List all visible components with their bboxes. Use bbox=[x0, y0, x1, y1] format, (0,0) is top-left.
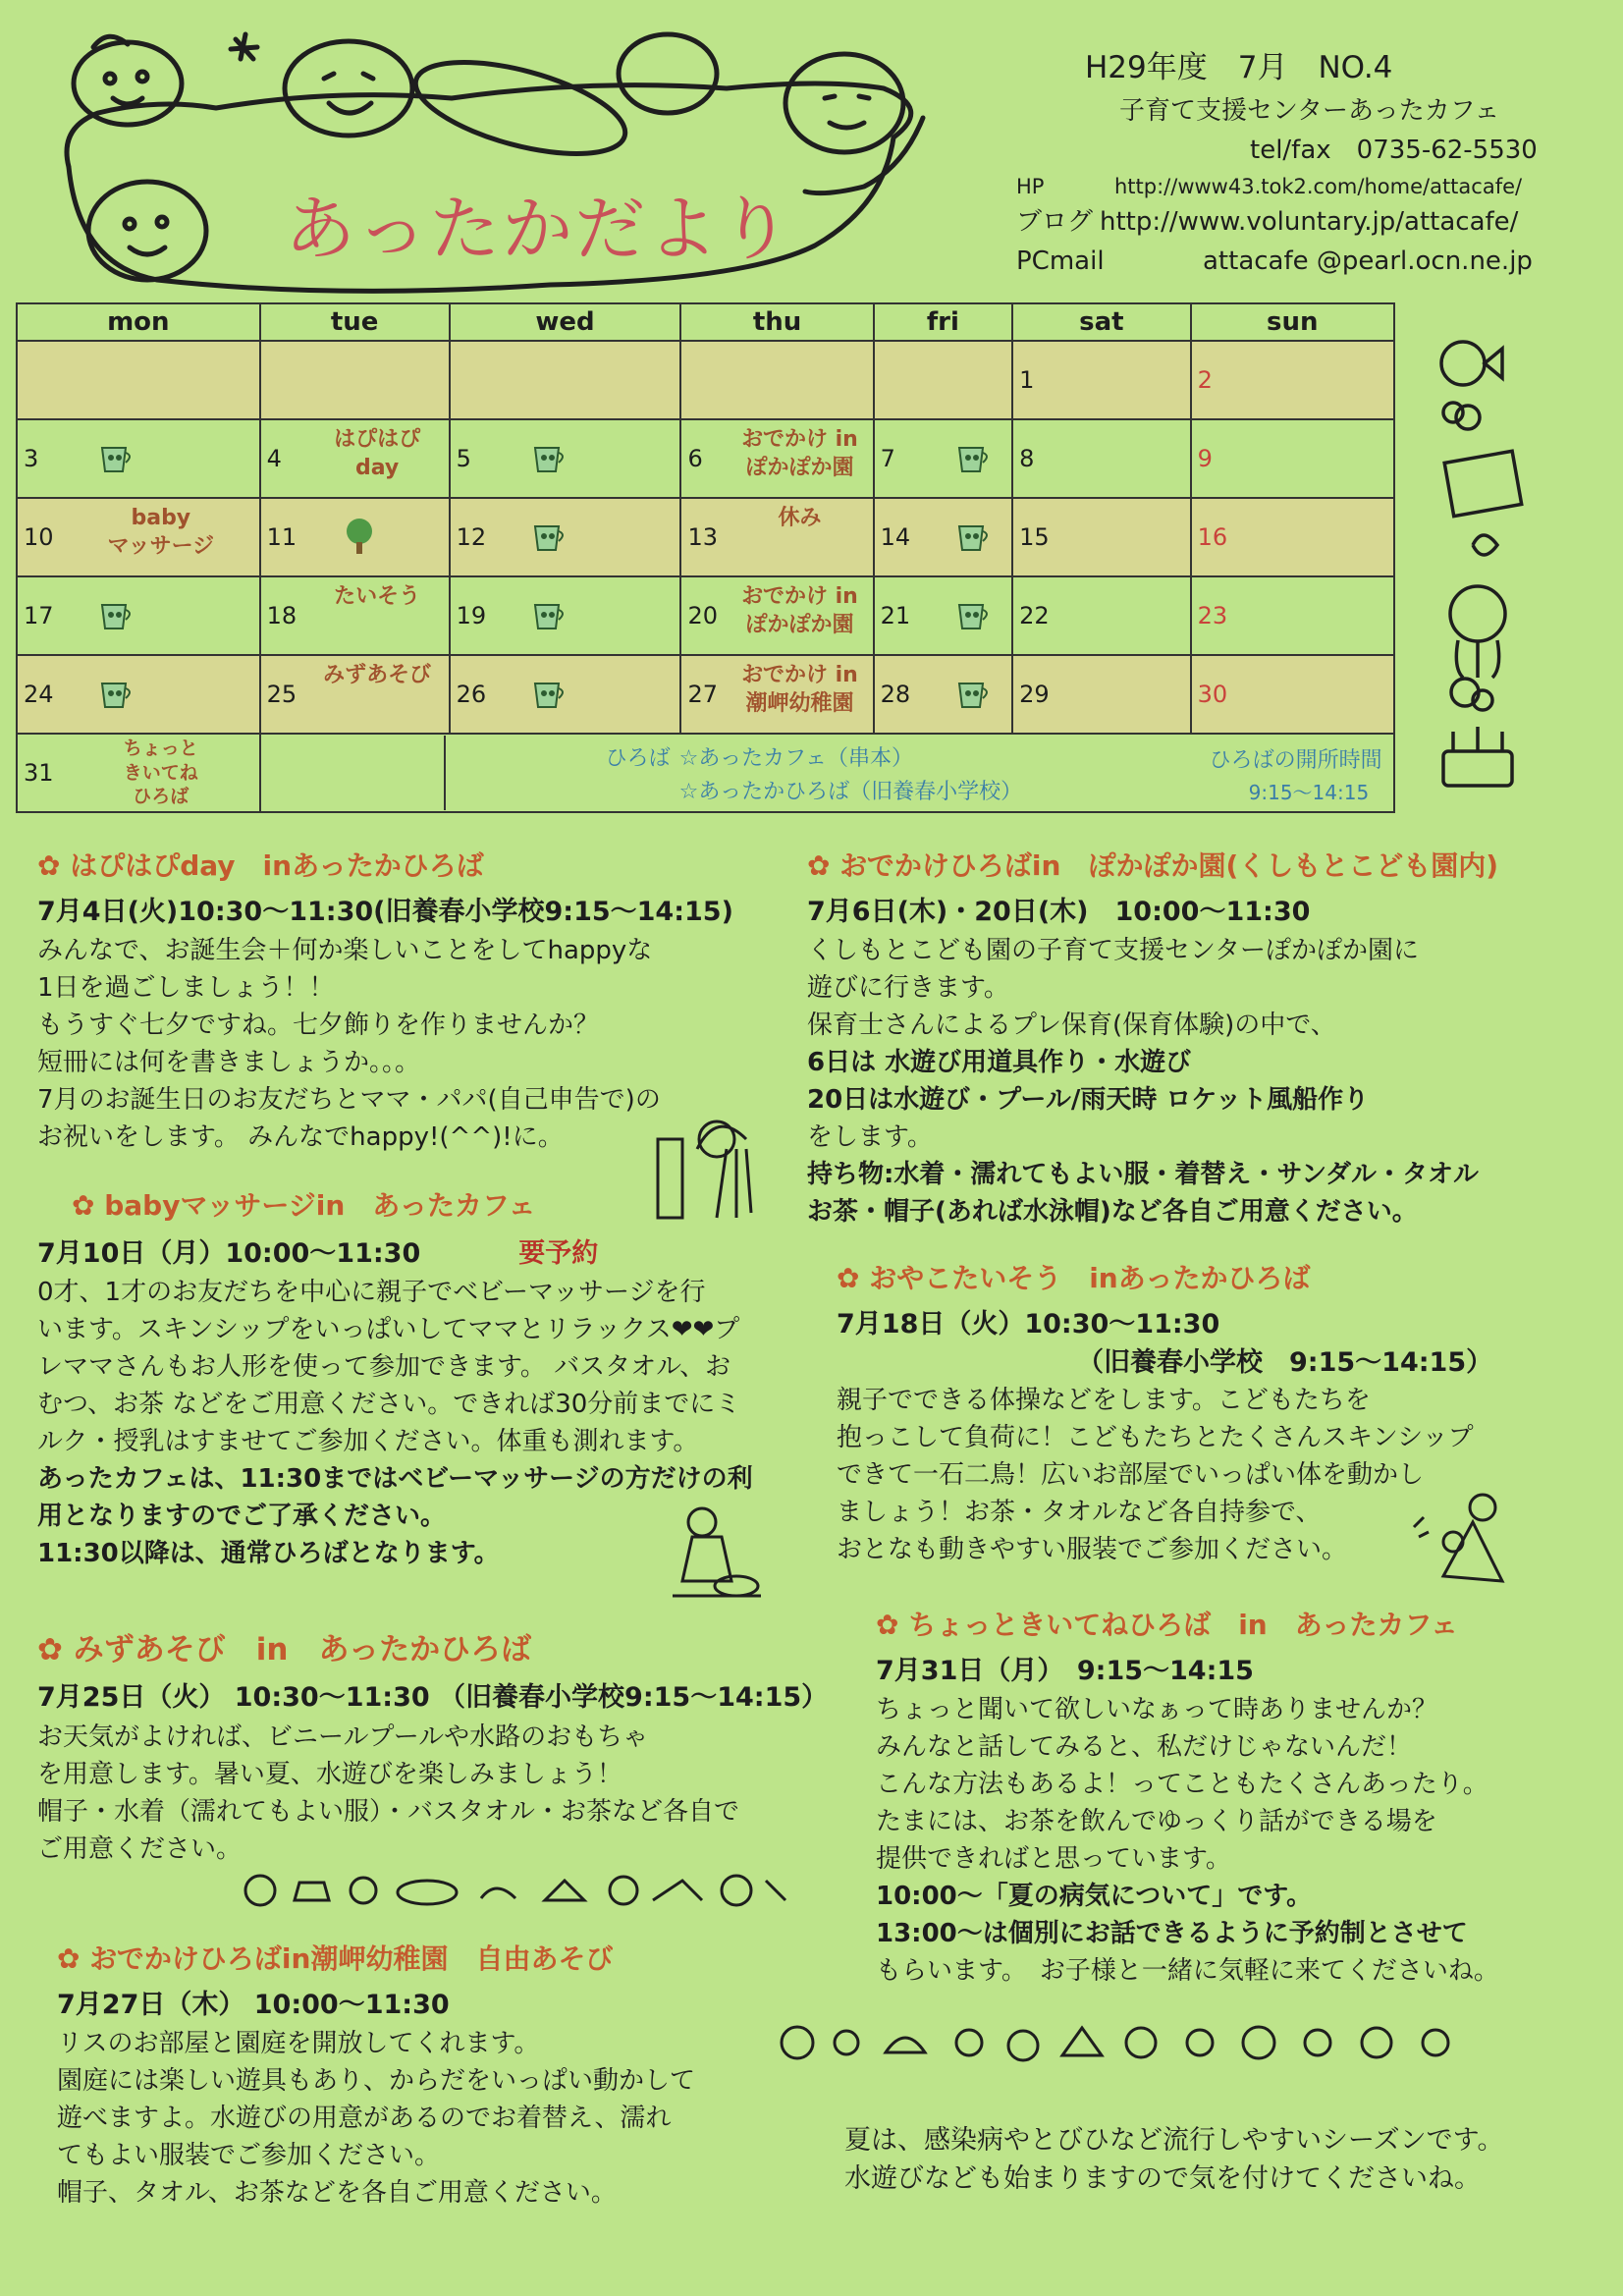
day-number: 27 bbox=[687, 681, 718, 708]
body-line: たまには、お茶を飲んでゆっくり話ができる場を bbox=[876, 1807, 1437, 1837]
body-line: 持ち物:水着・濡れてもよい服・着替え・サンダル・タオル bbox=[807, 1160, 1480, 1189]
body-line: 6日は 水遊び用道具作り・水遊び bbox=[807, 1048, 1192, 1078]
cafe-mug-icon bbox=[96, 674, 135, 713]
body-line: います。スキンシップをいっぱいしてママとリラックス❤❤プ bbox=[37, 1315, 740, 1345]
date-baby-massage-text: 7月10日（月）10:00〜11:30 bbox=[37, 1237, 421, 1269]
article-shiomisaki bbox=[57, 1940, 784, 2213]
calendar-day-cell[interactable] bbox=[1012, 341, 1191, 419]
event-label: たいそう bbox=[334, 584, 421, 609]
calendar-day-cell[interactable] bbox=[17, 655, 260, 734]
calendar-header-row bbox=[17, 303, 1394, 341]
body-line: を用意します。暑い夏、水遊びを楽しみましょう！ bbox=[37, 1759, 622, 1789]
calendar-day-cell[interactable] bbox=[17, 576, 260, 655]
calendar-day-cell[interactable] bbox=[680, 498, 873, 576]
body-line: をします。 bbox=[807, 1122, 933, 1153]
cafe-mug-icon bbox=[953, 595, 993, 634]
day-number: 22 bbox=[1019, 602, 1050, 629]
body-water-play bbox=[37, 1720, 872, 1869]
day-number: 4 bbox=[266, 445, 282, 472]
calendar-day-cell[interactable] bbox=[1191, 655, 1394, 734]
parent-child-illustration bbox=[1404, 1488, 1522, 1596]
day-number: 15 bbox=[1019, 523, 1050, 551]
day-number: 12 bbox=[456, 523, 487, 551]
weekday-fri: fri bbox=[874, 303, 1012, 341]
blog-link[interactable]: http://www.voluntary.jp/attacafe/ bbox=[1100, 207, 1519, 238]
calendar-day-cell[interactable] bbox=[450, 498, 681, 576]
legend-attacafe: ☆あったカフェ（串本） bbox=[678, 746, 914, 771]
body-line: 10:00〜「夏の病気について」です。 bbox=[876, 1882, 1313, 1912]
body-line: ましょう！お茶・タオルなど各自持参で、 bbox=[837, 1497, 1322, 1527]
event-label: みずあそび bbox=[323, 663, 432, 687]
weekday-sat: sat bbox=[1012, 303, 1191, 341]
calendar-day-cell[interactable] bbox=[1012, 419, 1191, 498]
day-number: 31 bbox=[24, 759, 54, 787]
body-line: 親子でできる体操などをします。こどもたちを bbox=[837, 1385, 1371, 1415]
day-number: 16 bbox=[1197, 523, 1228, 551]
event-label: baby マッサージ bbox=[107, 506, 215, 559]
cafe-mug-icon bbox=[96, 438, 135, 477]
body-line: レママさんもお人形を使って参加できます。 バスタオル、お bbox=[37, 1352, 731, 1383]
calendar-day-cell[interactable] bbox=[874, 655, 1012, 734]
body-line: 遊びに行きます。 bbox=[807, 973, 1009, 1004]
blog-label: ブログ bbox=[1016, 207, 1094, 238]
flower-icons-strip bbox=[768, 2018, 1475, 2067]
body-line: くしもとこども園の子育て支援センターぽかぽか園に bbox=[807, 936, 1419, 966]
body-line: あったカフェは、11:30まではベビーマッサージの方だけの利 bbox=[37, 1464, 753, 1495]
body-line: お茶・帽子(あれば水泳帽)など各自ご用意ください。 bbox=[807, 1196, 1418, 1227]
heading-oyako-taiso: ✿ おやこたいそう inあったかひろば bbox=[837, 1262, 1311, 1294]
calendar-day-cell[interactable] bbox=[874, 576, 1012, 655]
body-line: みんなと話してみると、私だけじゃないんだ！ bbox=[876, 1732, 1413, 1763]
side-doodles-illustration bbox=[1424, 334, 1551, 815]
day-number: 8 bbox=[1019, 445, 1035, 472]
day-number: 19 bbox=[456, 602, 487, 629]
body-line: 0才、1才のお友だちを中心に親子でベビーマッサージを行 bbox=[37, 1278, 706, 1308]
day-number: 1 bbox=[1019, 366, 1035, 394]
day-number: 5 bbox=[456, 445, 471, 472]
body-line: ちょっと聞いて欲しいなぁって時ありませんか？ bbox=[876, 1695, 1438, 1725]
calendar-day-cell[interactable] bbox=[450, 576, 681, 655]
hp-link[interactable]: http://www43.tok2.com/home/attacafe/ bbox=[1114, 174, 1523, 198]
event-label: おでかけ in ぽかぽか園 bbox=[741, 584, 858, 637]
date-shiomisaki: 7月27日（木） 10:00〜11:30 bbox=[57, 1989, 450, 2020]
cafe-mug-icon bbox=[529, 438, 568, 477]
article-water-play bbox=[37, 1628, 872, 1868]
calendar-day-cell[interactable] bbox=[260, 341, 450, 419]
calendar-day-cell[interactable] bbox=[17, 734, 260, 812]
cafe-mug-icon bbox=[529, 517, 568, 556]
calendar-day-cell[interactable] bbox=[874, 419, 1012, 498]
body-line: ルク・授乳はすませてご参加ください。体重も測れます。 bbox=[37, 1427, 699, 1457]
cafe-mug-icon bbox=[953, 517, 993, 556]
day-number: 20 bbox=[687, 602, 718, 629]
cafe-mug-icon bbox=[529, 674, 568, 713]
cafe-mug-icon bbox=[953, 438, 993, 477]
calendar-week-row bbox=[17, 655, 1394, 734]
calendar-body bbox=[17, 341, 1394, 812]
weekday-thu: thu bbox=[680, 303, 873, 341]
body-line: 抱っこして負荷に！こどもたちとたくさんスキンシップ bbox=[837, 1422, 1474, 1452]
day-number: 11 bbox=[266, 523, 298, 551]
body-line: お祝いをします。 みんなでhappy!(^^)!に。 bbox=[37, 1122, 564, 1153]
body-line: こんな方法もあるよ！ってこともたくさんあったり。 bbox=[876, 1770, 1488, 1800]
reservation-required: 要予約 bbox=[518, 1237, 599, 1269]
body-line: 20日は水遊び・プール/雨天時 ロケット風船作り bbox=[807, 1085, 1370, 1116]
blog-row bbox=[1016, 202, 1615, 242]
calendar-week-row bbox=[17, 734, 1394, 812]
calendar-day-cell[interactable] bbox=[1191, 498, 1394, 576]
calendar-day-cell[interactable] bbox=[260, 576, 450, 655]
calendar-day-cell[interactable] bbox=[874, 498, 1012, 576]
hp-label: HP bbox=[1016, 174, 1045, 198]
body-line: てもよい服装でご参加ください。 bbox=[57, 2141, 441, 2171]
issue-number: H29年度 7月 NO.4 bbox=[1085, 50, 1393, 85]
tree-icon bbox=[340, 517, 379, 556]
body-line: できて一石二鳥！広いお部屋でいっぱい体を動かし bbox=[837, 1459, 1425, 1490]
body-line: 短冊には何を書きましょうか。。。 bbox=[37, 1048, 421, 1078]
body-line: ご用意ください。 bbox=[37, 1833, 243, 1864]
header-info bbox=[1016, 44, 1615, 282]
hours-title: ひろばの開所時間 bbox=[1209, 748, 1382, 773]
calendar-day-cell[interactable] bbox=[680, 576, 873, 655]
calendar-legend-cell bbox=[260, 734, 1394, 812]
day-number: 7 bbox=[880, 445, 895, 472]
heading-chotto-kiitene: ✿ ちょっときいてねひろば in あったカフェ bbox=[876, 1609, 1459, 1641]
calendar-week-row bbox=[17, 419, 1394, 498]
event-label: はぴはぴ day bbox=[334, 427, 421, 480]
calendar-day-cell[interactable] bbox=[680, 655, 873, 734]
date-water-play: 7月25日（火） 10:30〜11:30 （旧養春小学校9:15〜14:15） bbox=[37, 1682, 829, 1714]
event-label: ちょっと きいてね ひろば bbox=[123, 738, 198, 808]
tel-fax: tel/fax 0735-62-5530 bbox=[1250, 136, 1538, 166]
day-number: 2 bbox=[1197, 366, 1213, 394]
closing-line-2: 水遊びなども始まりますので気を付けてくださいね。 bbox=[844, 2163, 1481, 2195]
body-line: 保育士さんによるプレ保育(保育体験)の中で、 bbox=[807, 1011, 1336, 1041]
body-line: 用となりますのでご了承ください。 bbox=[37, 1502, 447, 1531]
closing-line-1: 夏は、感染病やとびひなど流行しやすいシーズンです。 bbox=[844, 2125, 1504, 2156]
heading-water-play: ✿ みずあそび in あったかひろば bbox=[37, 1632, 532, 1667]
day-number: 29 bbox=[1019, 681, 1050, 708]
summer-icons-strip bbox=[241, 1871, 790, 1910]
body-line: もらいます。 お子様と一緒に気軽に来てくださいね。 bbox=[876, 1955, 1499, 1986]
calendar-week-row bbox=[17, 498, 1394, 576]
calendar-week-row bbox=[17, 341, 1394, 419]
calendar-day-cell[interactable] bbox=[874, 341, 1012, 419]
body-line: 1日を過ごしましょう！！ bbox=[37, 973, 335, 1004]
day-number: 3 bbox=[24, 445, 39, 472]
date-happy-day: 7月4日(火)10:30〜11:30(旧養春小学校9:15〜14:15) bbox=[37, 896, 733, 927]
day-number: 24 bbox=[24, 681, 54, 708]
day-number: 23 bbox=[1197, 602, 1228, 629]
day-number: 21 bbox=[880, 602, 911, 629]
newsletter-title: あったかだより bbox=[285, 188, 793, 270]
body-line: お天気がよければ、ビニールプールや水路のおもちゃ bbox=[37, 1722, 649, 1752]
calendar-day-cell[interactable] bbox=[450, 341, 681, 419]
body-pokapoka bbox=[807, 933, 1593, 1231]
calendar-day-cell[interactable] bbox=[680, 341, 873, 419]
calendar-day-cell[interactable] bbox=[450, 655, 681, 734]
article-pokapoka bbox=[807, 847, 1593, 1231]
day-number: 30 bbox=[1197, 681, 1228, 708]
calendar-day-cell[interactable] bbox=[17, 498, 260, 576]
day-number: 26 bbox=[456, 681, 487, 708]
event-label: おでかけ in 潮岬幼稚園 bbox=[741, 663, 858, 716]
pc-row bbox=[1016, 242, 1615, 281]
body-line: おとなも動きやすい服装でご参加ください。 bbox=[837, 1534, 1348, 1564]
day-number: 9 bbox=[1197, 445, 1213, 472]
center-name: 子育て支援センターあったカフェ bbox=[1119, 96, 1500, 127]
hours-value: 9:15〜14:15 bbox=[1248, 781, 1370, 804]
pc-mail-link[interactable]: attacafe @pearl.ocn.ne.jp bbox=[1203, 246, 1533, 277]
body-line: もうすぐ七夕ですね。七夕飾りを作りませんか？ bbox=[37, 1011, 600, 1041]
day-number: 17 bbox=[24, 602, 54, 629]
weekday-sun: sun bbox=[1191, 303, 1394, 341]
cafe-mug-icon bbox=[96, 595, 135, 634]
heading-baby-massage: ✿ babyマッサージin あったカフェ bbox=[72, 1189, 536, 1222]
heading-pokapoka: ✿ おでかけひろばin ぽかぽか園(くしもとこども園内) bbox=[807, 849, 1499, 882]
day-number: 25 bbox=[266, 681, 298, 708]
day-number: 6 bbox=[687, 445, 703, 472]
body-line: リスのお部屋と園庭を開放してくれます。 bbox=[57, 2029, 540, 2059]
calendar-day-cell[interactable] bbox=[260, 655, 450, 734]
calendar-day-cell[interactable] bbox=[450, 419, 681, 498]
body-line: 13:00〜は個別にお話できるように予約制とさせて bbox=[876, 1919, 1468, 1948]
calendar-week-row bbox=[17, 576, 1394, 655]
calendar-day-cell[interactable] bbox=[260, 419, 450, 498]
calendar-day-cell[interactable] bbox=[1012, 655, 1191, 734]
calendar-day-cell[interactable] bbox=[1191, 341, 1394, 419]
cafe-mug-icon bbox=[529, 595, 568, 634]
calendar-day-cell[interactable] bbox=[260, 498, 450, 576]
calendar-day-cell[interactable] bbox=[1191, 576, 1394, 655]
date-oyako-taiso: 7月18日（火）10:30〜11:30 bbox=[837, 1308, 1220, 1339]
calendar-day-cell[interactable] bbox=[1012, 576, 1191, 655]
heading-happy-day: ✿ はぴはぴday inあったかひろば bbox=[37, 849, 484, 882]
pc-label: PCmail bbox=[1016, 246, 1105, 277]
day-number: 10 bbox=[24, 523, 54, 551]
closing-note bbox=[844, 2121, 1591, 2199]
event-label: 休み bbox=[778, 506, 822, 530]
date-pokapoka: 7月6日(木)・20日(木) 10:00〜11:30 bbox=[807, 896, 1311, 927]
body-line: むつ、お茶 などをご用意ください。できれば30分前までにミ bbox=[37, 1390, 741, 1420]
date-baby-massage bbox=[37, 1234, 784, 1273]
day-number: 14 bbox=[880, 523, 911, 551]
body-line: 7月のお誕生日のお友だちとママ・パパ(自己申告で)の bbox=[37, 1085, 661, 1116]
day-number: 13 bbox=[687, 523, 718, 551]
calendar-day-cell[interactable] bbox=[17, 341, 260, 419]
cafe-mug-icon bbox=[953, 674, 993, 713]
calendar-day-cell[interactable] bbox=[1191, 419, 1394, 498]
date-chotto-kiitene: 7月31日（月） 9:15〜14:15 bbox=[876, 1655, 1254, 1686]
day-number: 18 bbox=[266, 602, 298, 629]
calendar-day-cell[interactable] bbox=[17, 419, 260, 498]
massage-illustration bbox=[663, 1503, 771, 1611]
body-chotto-kiitene bbox=[876, 1692, 1593, 1991]
date2-oyako-taiso: （旧養春小学校 9:15〜14:15） bbox=[1077, 1347, 1493, 1379]
article-chotto-kiitene bbox=[876, 1606, 1593, 1991]
heading-shiomisaki: ✿ おでかけひろばin潮岬幼稚園 自由あそび bbox=[57, 1942, 614, 1975]
body-line: 園庭には楽しい遊具もあり、からだをいっぱい動かして bbox=[57, 2066, 696, 2097]
weekday-tue: tue bbox=[260, 303, 450, 341]
body-line: 帽子、タオル、お茶などを各自ご用意ください。 bbox=[57, 2178, 617, 2209]
body-line: 11:30以降は、通常ひろばとなります。 bbox=[37, 1538, 500, 1568]
legend-attaka-hiroba: ☆あったかひろば（旧養春小学校） bbox=[678, 780, 1023, 804]
weekday-wed: wed bbox=[450, 303, 681, 341]
body-line: みんなで、お誕生会＋何か楽しいことをしてhappyな bbox=[37, 936, 653, 966]
body-line: 提供できればと思っています。 bbox=[876, 1844, 1231, 1875]
body-line: 遊べますよ。水遊びの用意があるのでお着替え、濡れ bbox=[57, 2104, 672, 2134]
day-number: 28 bbox=[880, 681, 911, 708]
legend-hiroba: ひろば bbox=[605, 746, 671, 771]
body-line: 帽子・水着（濡れてもよい服）・バスタオル・お茶など各自で bbox=[37, 1796, 740, 1827]
weekday-mon: mon bbox=[17, 303, 260, 341]
calendar-day-cell[interactable] bbox=[680, 419, 873, 498]
event-label: おでかけ in ぽかぽか園 bbox=[741, 427, 858, 480]
hp-row bbox=[1016, 171, 1615, 203]
body-shiomisaki bbox=[57, 2026, 784, 2213]
calendar-table bbox=[16, 302, 1395, 813]
calendar-day-cell[interactable] bbox=[1012, 498, 1191, 576]
